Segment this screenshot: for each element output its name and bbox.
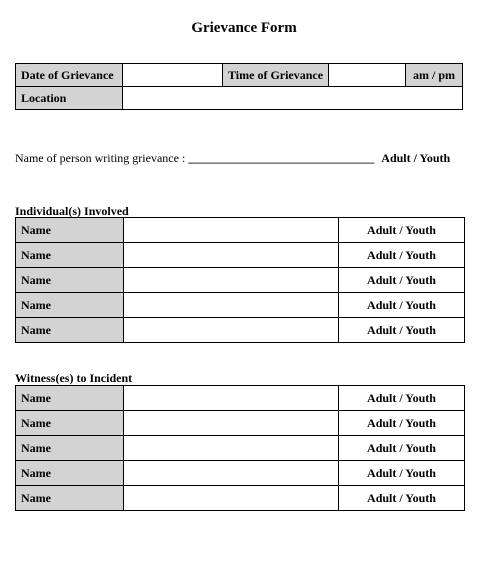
- witness-name-field[interactable]: [124, 461, 339, 486]
- witness-adult-youth[interactable]: Adult / Youth: [339, 411, 465, 436]
- table-row: [16, 268, 465, 293]
- witness-name-label: Name: [16, 386, 124, 411]
- time-of-grievance-label: Time of Grievance: [223, 64, 329, 87]
- writer-name-line: [15, 151, 450, 166]
- witnesses-table: [15, 385, 465, 511]
- table-row: [16, 411, 465, 436]
- time-of-grievance-field[interactable]: [329, 64, 406, 87]
- date-of-grievance-field[interactable]: [123, 64, 223, 87]
- table-row: [16, 436, 465, 461]
- witness-adult-youth[interactable]: Adult / Youth: [339, 486, 465, 511]
- individual-name-label: Name: [16, 268, 124, 293]
- witness-name-field[interactable]: [124, 386, 339, 411]
- witness-name-field[interactable]: [124, 411, 339, 436]
- witness-name-label: Name: [16, 486, 124, 511]
- individual-name-field[interactable]: [124, 218, 339, 243]
- individual-name-field[interactable]: [124, 243, 339, 268]
- witness-name-field[interactable]: [124, 436, 339, 461]
- date-time-row: [16, 64, 463, 87]
- witnesses-heading: Witness(es) to Incident: [15, 371, 133, 385]
- writer-adult-youth[interactable]: Adult / Youth: [381, 151, 451, 165]
- witness-name-field[interactable]: [124, 486, 339, 511]
- individual-name-field[interactable]: [124, 318, 339, 343]
- table-row: [16, 243, 465, 268]
- witness-adult-youth[interactable]: Adult / Youth: [339, 386, 465, 411]
- individual-name-label: Name: [16, 243, 124, 268]
- grievance-details-table: [15, 63, 463, 110]
- table-row: [16, 461, 465, 486]
- individual-adult-youth[interactable]: Adult / Youth: [339, 268, 465, 293]
- individual-name-field[interactable]: [124, 268, 339, 293]
- individual-adult-youth[interactable]: Adult / Youth: [339, 318, 465, 343]
- individuals-table: [15, 217, 465, 343]
- location-row: [16, 87, 463, 110]
- individual-adult-youth[interactable]: Adult / Youth: [339, 293, 465, 318]
- table-row: [16, 318, 465, 343]
- location-label: Location: [16, 87, 123, 110]
- individual-adult-youth[interactable]: Adult / Youth: [339, 243, 465, 268]
- individual-adult-youth[interactable]: Adult / Youth: [339, 218, 465, 243]
- writer-name-underline[interactable]: _______________________________: [188, 151, 375, 165]
- am-pm-label[interactable]: am / pm: [406, 64, 463, 87]
- table-row: [16, 386, 465, 411]
- witness-adult-youth[interactable]: Adult / Youth: [339, 461, 465, 486]
- individual-name-field[interactable]: [124, 293, 339, 318]
- witness-name-label: Name: [16, 461, 124, 486]
- table-row: [16, 486, 465, 511]
- individuals-heading: Individual(s) Involved: [15, 204, 129, 218]
- writer-name-label: Name of person writing grievance :: [15, 151, 189, 165]
- table-row: [16, 293, 465, 318]
- page-title: Grievance Form: [191, 20, 297, 36]
- individual-name-label: Name: [16, 218, 124, 243]
- individual-name-label: Name: [16, 318, 124, 343]
- witness-adult-youth[interactable]: Adult / Youth: [339, 436, 465, 461]
- location-field[interactable]: [123, 87, 463, 110]
- table-row: [16, 218, 465, 243]
- witness-name-label: Name: [16, 411, 124, 436]
- individual-name-label: Name: [16, 293, 124, 318]
- witness-name-label: Name: [16, 436, 124, 461]
- date-of-grievance-label: Date of Grievance: [16, 64, 123, 87]
